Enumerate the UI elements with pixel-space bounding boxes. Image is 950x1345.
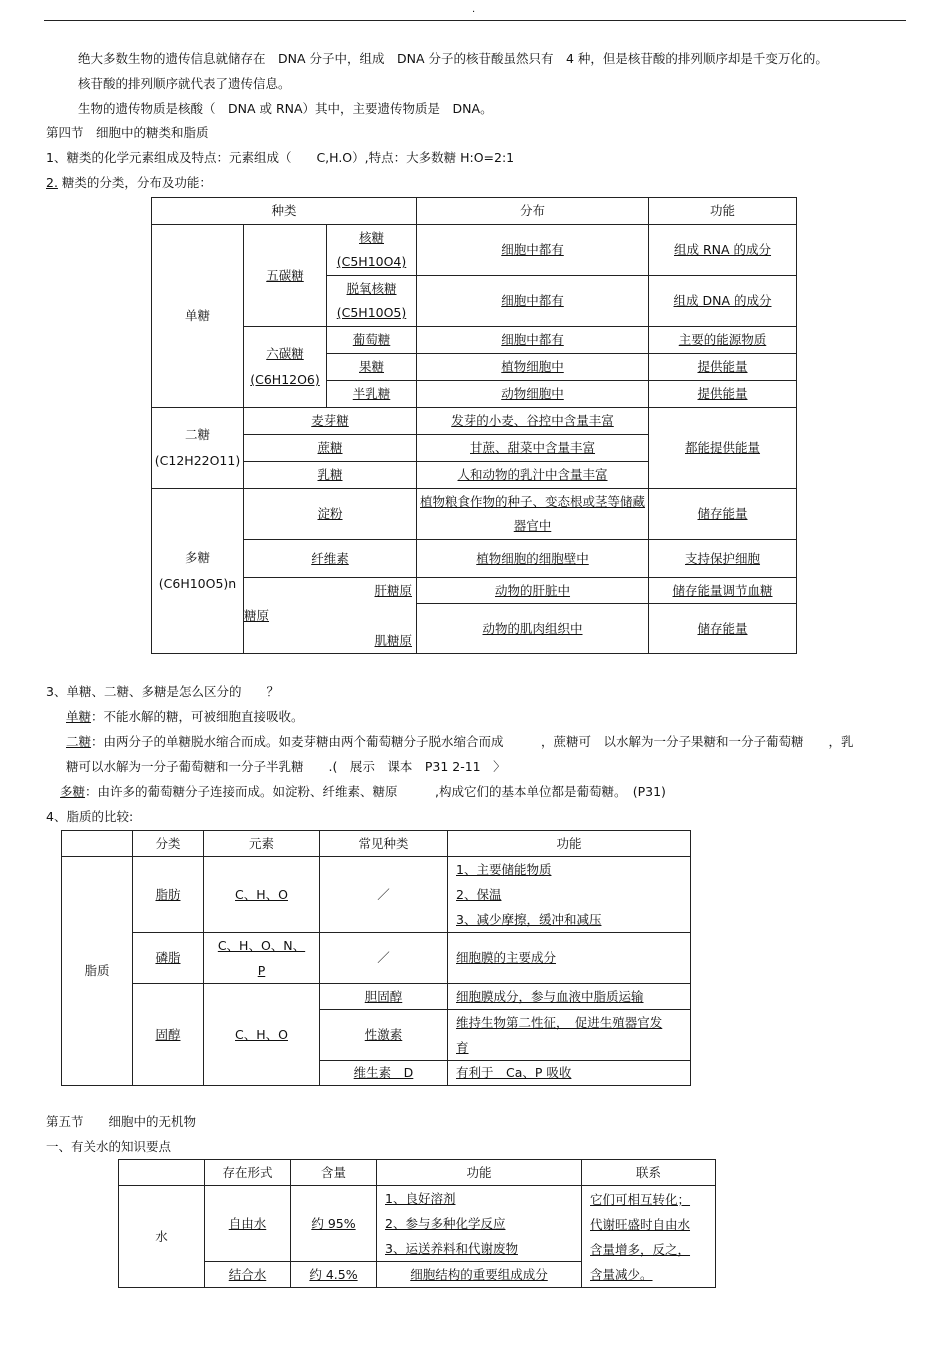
header-function: 功能 xyxy=(649,198,797,225)
fat-function xyxy=(448,857,691,933)
galactose-distribution: 动物细胞中 xyxy=(417,381,649,408)
hexose-label: 六碳糖 xyxy=(266,346,304,361)
water-relation-1: 它们可相互转化； xyxy=(590,1191,691,1207)
vitamin-d-name: 维生素 D xyxy=(320,1061,448,1086)
disaccharide-label: 二糖 xyxy=(184,427,210,442)
section5-title: 第五节 细胞中的无机物 xyxy=(46,1114,197,1129)
question-4: 4、脂质的比较: xyxy=(46,809,134,824)
galactose-function: 提供能量 xyxy=(649,381,797,408)
sex-hormone-function-2: 育 xyxy=(456,1040,469,1055)
free-water-function-3: 3、运送养料和代谢废物 xyxy=(385,1241,518,1256)
bound-water-amount: 约 4.5% xyxy=(291,1262,377,1288)
fat-types: ／ xyxy=(320,857,448,933)
maltose-name: 麦芽糖 xyxy=(244,408,417,435)
lipid-header-blank xyxy=(62,831,133,857)
item-2-number: 2. xyxy=(46,175,58,190)
free-water-name: 自由水 xyxy=(205,1186,291,1262)
item-2-text: 糖类的分类，分布及功能： xyxy=(57,175,212,190)
cellulose-distribution: 植物细胞的细胞壁中 xyxy=(417,540,649,578)
intro-line-1: 绝大多数生物的遗传信息就储存在 DNA 分子中，组成 DNA 分子的核苷酸虽然只有 4 种，但是核苷酸的排列顺序却是千变万化的。 xyxy=(78,51,828,66)
maltose-distribution: 发芽的小麦、谷控中含量丰富 xyxy=(417,408,649,435)
water-header-relation: 联系 xyxy=(582,1160,716,1186)
deoxyribose-cell xyxy=(327,276,417,327)
vitamin-d-function: 有利于 Ca、P 吸收 xyxy=(448,1061,691,1086)
lipid-label: 脂质 xyxy=(62,857,133,1086)
intro-line-3: 生物的遗传物质是核酸（ DNA 或 RNA）其中，主要遗传物质是 DNA。 xyxy=(78,101,493,116)
phospholipid-function: 细胞膜的主要成分 xyxy=(448,933,691,984)
sex-hormone-name: 性激素 xyxy=(320,1010,448,1061)
poly-term: 多糖 xyxy=(60,784,86,799)
water-header-blank xyxy=(119,1160,205,1186)
di-text-2: 糖可以水解为一分子葡萄糖和一分子半乳糖 .( 展示 课本 P31 2-11 〉 xyxy=(66,759,506,774)
mono-explanation xyxy=(66,708,304,726)
sucrose-distribution: 甘蔗、甜菜中含量丰富 xyxy=(417,435,649,462)
fat-name: 脂肪 xyxy=(133,857,204,933)
bound-water-name: 结合水 xyxy=(205,1262,291,1288)
starch-name: 淀粉 xyxy=(244,489,417,540)
water-relation xyxy=(582,1186,716,1288)
free-water-function-1: 1、良好溶剂 xyxy=(385,1191,456,1206)
phospholipid-elements-1: C、H、O、N、 xyxy=(217,938,306,953)
phospholipid-elements xyxy=(204,933,320,984)
lipid-header-types: 常见种类 xyxy=(320,831,448,857)
deoxyribose-distribution: 细胞中都有 xyxy=(417,276,649,327)
galactose-name: 半乳糖 xyxy=(327,381,417,408)
muscle-glycogen-function: 储存能量 xyxy=(649,604,797,654)
starch-function: 储存能量 xyxy=(649,489,797,540)
sex-hormone-function-1: 维持生物第二性征， 促进生殖器官发 xyxy=(456,1015,663,1030)
free-water-function xyxy=(377,1186,582,1262)
water-table xyxy=(118,1159,716,1288)
sugar-table xyxy=(151,197,797,654)
lipid-header-category: 分类 xyxy=(133,831,204,857)
liver-glycogen-distribution: 动物的肝脏中 xyxy=(417,578,649,604)
sterol-elements: C、H、O xyxy=(204,984,320,1086)
hexose-cell xyxy=(244,327,327,408)
water-header-amount: 含量 xyxy=(291,1160,377,1186)
hexose-formula: (C6H12O6) xyxy=(250,372,320,387)
section4-item-2 xyxy=(46,174,212,192)
polysaccharide-formula: (C6H10O5)n xyxy=(158,576,237,591)
water-header-form: 存在形式 xyxy=(205,1160,291,1186)
glucose-function: 主要的能源物质 xyxy=(649,327,797,354)
fat-function-3: 3、减少摩擦，缓冲和减压 xyxy=(456,912,602,927)
fructose-name: 果糖 xyxy=(327,354,417,381)
polysaccharide-cell xyxy=(152,489,244,654)
header-distribution: 分布 xyxy=(417,198,649,225)
water-relation-3: 含量增多，反之， xyxy=(590,1241,691,1257)
poly-explanation xyxy=(60,783,666,801)
di-text-1: ：由两分子的单糖脱水缩合而成。如麦芽糖由两个葡萄糖分子脱水缩合而成 ，蔗糖可 以水解为一分子果糖和一分子葡萄糖 ，乳 xyxy=(91,734,854,749)
glucose-distribution: 细胞中都有 xyxy=(417,327,649,354)
sterol-name: 固醇 xyxy=(133,984,204,1086)
sucrose-name: 蔗糖 xyxy=(244,435,417,462)
disaccharide-cell xyxy=(152,408,244,489)
sex-hormone-function xyxy=(448,1010,691,1061)
glycogen-cell xyxy=(244,578,417,654)
ribose-formula: (C5H10O4) xyxy=(336,254,407,269)
fat-function-1: 1、主要储能物质 xyxy=(456,862,552,877)
fructose-function: 提供能量 xyxy=(649,354,797,381)
fat-elements: C、H、O xyxy=(204,857,320,933)
lipid-header-elements: 元素 xyxy=(204,831,320,857)
ribose-distribution: 细胞中都有 xyxy=(417,225,649,276)
lactose-name: 乳糖 xyxy=(244,462,417,489)
fat-function-2: 2、保温 xyxy=(456,887,502,902)
polysaccharide-label: 多糖 xyxy=(184,550,210,565)
phospholipid-types: ／ xyxy=(320,933,448,984)
pentose-label: 五碳糖 xyxy=(244,225,327,327)
ribose-cell xyxy=(327,225,417,276)
lipid-header-function: 功能 xyxy=(448,831,691,857)
cholesterol-name: 胆固醇 xyxy=(320,984,448,1010)
header-rule xyxy=(44,20,906,21)
cellulose-name: 纤维素 xyxy=(244,540,417,578)
muscle-glycogen-name: 肌糖原 xyxy=(374,633,413,648)
header-type: 种类 xyxy=(152,198,417,225)
starch-distribution: 植物粮食作物的种子、变态根或茎等储藏器官中 xyxy=(417,489,649,540)
free-water-amount: 约 95% xyxy=(291,1186,377,1262)
question-3: 3、单糖、二糖、多糖是怎么区分的 ？ xyxy=(46,684,279,699)
liver-glycogen-name: 肝糖原 xyxy=(374,583,413,598)
di-term: 二糖 xyxy=(66,734,92,749)
fructose-distribution: 植物细胞中 xyxy=(417,354,649,381)
liver-glycogen-function: 储存能量调节血糖 xyxy=(649,578,797,604)
glycogen-label: 糖原 xyxy=(244,608,270,623)
deoxyribose-name: 脱氧核糖 xyxy=(346,281,397,296)
mono-term: 单糖 xyxy=(66,709,92,724)
phospholipid-name: 磷脂 xyxy=(133,933,204,984)
poly-text: ：由许多的葡萄糖分子连接而成。如淀粉、纤维素、糖原 ,构成它们的基本单位都是葡萄糖。 (P31) xyxy=(85,784,666,799)
water-header-function: 功能 xyxy=(377,1160,582,1186)
bound-water-function: 细胞结构的重要组成成分 xyxy=(377,1262,582,1288)
cholesterol-function: 细胞膜成分，参与血液中脂质运输 xyxy=(448,984,691,1010)
water-label: 水 xyxy=(119,1186,205,1288)
disaccharide-formula: (C12H22O11) xyxy=(154,453,241,468)
deoxyribose-function: 组成 DNA 的成分 xyxy=(649,276,797,327)
water-relation-2: 代谢旺盛时自由水 xyxy=(590,1216,691,1232)
muscle-glycogen-distribution: 动物的肌肉组织中 xyxy=(417,604,649,654)
water-relation-4: 含量减少。 xyxy=(590,1266,653,1282)
ribose-name: 核糖 xyxy=(359,230,385,245)
ribose-function: 组成 RNA 的成分 xyxy=(649,225,797,276)
free-water-function-2: 2、参与多种化学反应 xyxy=(385,1216,506,1231)
di-explanation xyxy=(66,733,854,751)
lipid-table xyxy=(61,830,691,1086)
disaccharide-function: 都能提供能量 xyxy=(649,408,797,489)
deoxyribose-formula: (C5H10O5) xyxy=(336,305,407,320)
lactose-distribution: 人和动物的乳汁中含量丰富 xyxy=(417,462,649,489)
section4-item-1: 1、糖类的化学元素组成及特点：元素组成（ C,H.O）,特点：大多数糖 H:O=2:1 xyxy=(46,150,515,165)
phospholipid-elements-2: P xyxy=(257,963,266,978)
glucose-name: 葡萄糖 xyxy=(327,327,417,354)
mono-text: ：不能水解的糖，可被细胞直接吸收。 xyxy=(91,709,304,724)
intro-line-2: 核苷酸的排列顺序就代表了遗传信息。 xyxy=(78,76,291,91)
monosaccharide-label: 单糖 xyxy=(152,225,244,408)
section5-sub1: 一、有关水的知识要点 xyxy=(46,1139,172,1154)
section4-title: 第四节 细胞中的糖类和脂质 xyxy=(46,125,209,140)
header-dot: . xyxy=(472,4,476,15)
cellulose-function: 支持保护细胞 xyxy=(649,540,797,578)
